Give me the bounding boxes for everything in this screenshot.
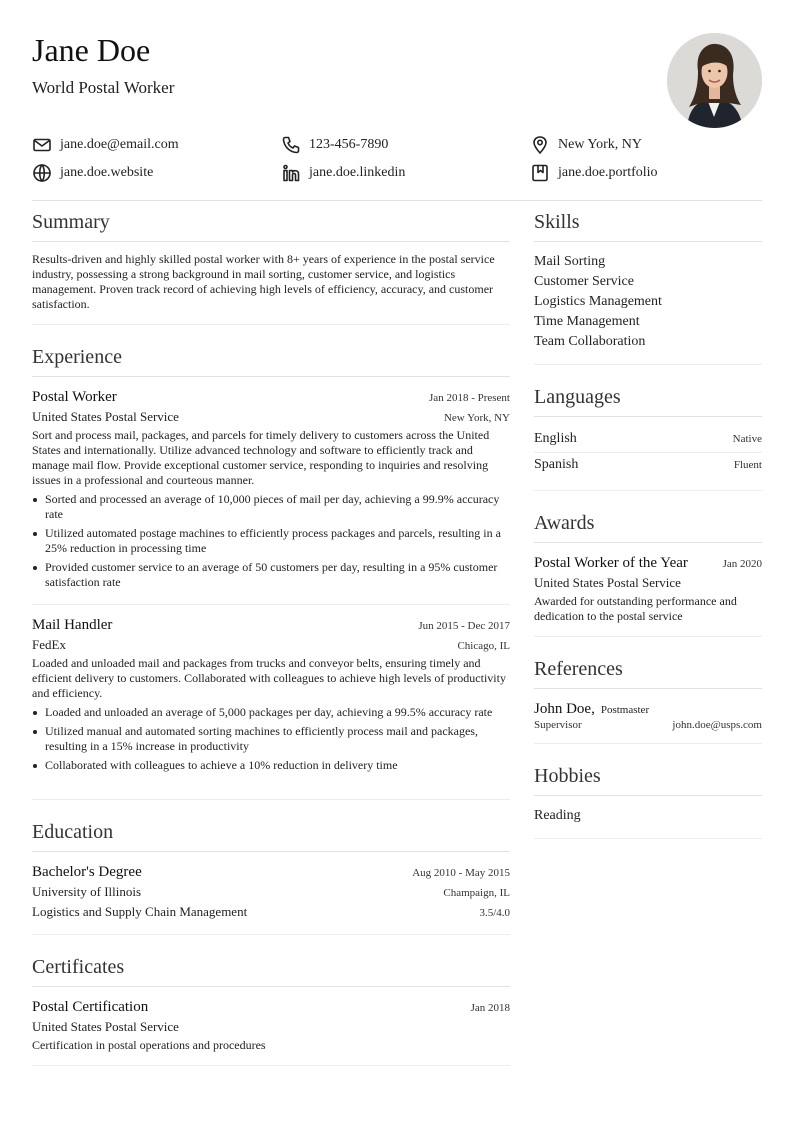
section-title-education: Education	[32, 816, 510, 852]
job-description: Loaded and unloaded mail and packages from trucks and conveyor belts, ensuring timely and efficient delivery to customers. Collaborated with colleagues to achieve high levels of productivity and efficiency.	[32, 656, 506, 700]
section-title-summary: Summary	[32, 206, 510, 242]
certificate-date: Jan 2018	[470, 1002, 510, 1014]
reference-name: John Doe,	[534, 701, 595, 717]
contact-linkedin[interactable]	[281, 161, 405, 185]
section-title-references: References	[534, 653, 762, 689]
award-date: Jan 2020	[722, 558, 762, 570]
contact-location-text: New York, NY	[558, 137, 643, 152]
achievement-item: Utilized automated postage machines to efficiently process packages and parcels, resulting in a 25% reduction in processing time	[32, 526, 510, 556]
job-description: Sort and process mail, packages, and parcels for timely delivery to customers across the United States and internationally. Utilize advanced technology and software to efficiently track and manage mail flow. Provide exceptional customer service, responding to inquiries and resolving issues in a professional and courteous manner.	[32, 428, 490, 487]
profile-photo	[667, 33, 762, 128]
experience-entry	[32, 387, 510, 604]
bookmark-icon	[530, 163, 550, 183]
achievement-item: Sorted and processed an average of 10,000 pieces of mail per day, achieving a 99.9% accuracy rate	[32, 492, 510, 522]
section-title-awards: Awards	[534, 507, 762, 543]
hobby-item: Reading	[534, 808, 581, 823]
education-section	[32, 816, 510, 935]
contact-phone[interactable]	[281, 133, 388, 157]
summary-text: Results-driven and highly skilled postal worker with 8+ years of experience in the postal service industry, possessing a strong background in mail sorting, customer service, and logistics management. Proven track record of achieving high levels of efficiency, accuracy, and customer satisfaction.	[32, 252, 495, 311]
school: University of Illinois	[32, 884, 142, 899]
job-title: Mail Handler	[32, 617, 113, 633]
achievement-item: Loaded and unloaded an average of 5,000 packages per day, achieving a 99.5% accuracy rate	[32, 705, 510, 720]
contact-website-text: jane.doe.website	[60, 165, 154, 180]
contact-portfolio[interactable]	[530, 161, 658, 185]
achievement-list	[32, 705, 510, 773]
skill-item: Customer Service	[534, 274, 634, 289]
employer: FedEx	[32, 637, 66, 652]
gpa: 3.5/4.0	[479, 907, 510, 919]
reference-relation: Supervisor	[534, 719, 582, 731]
job-location: Chicago, IL	[457, 640, 510, 652]
contact-phone-text: 123-456-7890	[309, 137, 389, 152]
section-title-certificates: Certificates	[32, 951, 510, 987]
contact-email[interactable]	[32, 133, 179, 157]
globe-icon	[32, 163, 52, 183]
achievement-item: Provided customer service to an average of 50 customers per day, resulting in a 95% customer satisfaction rate	[32, 560, 510, 590]
achievement-list	[32, 492, 510, 590]
employer: United States Postal Service	[32, 409, 179, 424]
language-item	[534, 452, 762, 478]
profile-photo-illustration	[667, 33, 762, 128]
degree: Bachelor's Degree	[32, 864, 142, 880]
experience-entry	[32, 604, 510, 787]
section-title-languages: Languages	[534, 381, 762, 417]
skill-item: Team Collaboration	[534, 334, 646, 349]
job-dates: Jun 2015 - Dec 2017	[418, 620, 510, 632]
candidate-name: Jane Doe	[32, 32, 151, 68]
reference-email[interactable]: john.doe@usps.com	[672, 719, 762, 731]
main-column	[32, 206, 510, 1082]
section-title-skills: Skills	[534, 206, 762, 242]
contact-portfolio-text: jane.doe.portfolio	[558, 165, 658, 180]
phone-icon	[281, 135, 301, 155]
contact-linkedin-text: jane.doe.linkedin	[309, 165, 406, 180]
side-column	[534, 206, 762, 855]
candidate-title: World Postal Worker	[32, 78, 175, 97]
experience-section	[32, 341, 510, 800]
language-name: Spanish	[534, 457, 579, 472]
award-description: Awarded for outstanding performance and dedication to the postal service	[534, 594, 737, 623]
section-title-hobbies: Hobbies	[534, 760, 762, 796]
awards-section	[534, 507, 762, 637]
references-section	[534, 653, 762, 744]
education-dates: Aug 2010 - May 2015	[412, 867, 510, 879]
certificates-section	[32, 951, 510, 1066]
achievement-item: Collaborated with colleagues to achieve a 10% reduction in delivery time	[32, 758, 510, 773]
achievement-item: Utilized manual and automated sorting machines to efficiently process mail and packages, resulting in a 15% increase in productivity	[32, 724, 510, 754]
contact-location	[530, 133, 642, 157]
linkedin-icon	[281, 163, 301, 183]
award-name: Postal Worker of the Year	[534, 555, 688, 571]
header-divider	[32, 200, 762, 201]
skill-item: Logistics Management	[534, 294, 662, 309]
field-of-study: Logistics and Supply Chain Management	[32, 904, 248, 919]
hobbies-section	[534, 760, 762, 839]
school-location: Champaign, IL	[443, 887, 510, 899]
mail-icon	[32, 135, 52, 155]
skills-section	[534, 206, 762, 365]
reference-role: Postmaster	[600, 704, 650, 716]
contact-email-text: jane.doe@email.com	[60, 137, 179, 152]
certificate-description: Certification in postal operations and procedures	[32, 1038, 266, 1052]
language-item	[534, 427, 762, 452]
contact-website[interactable]	[32, 161, 153, 185]
certificate-issuer: United States Postal Service	[32, 1019, 179, 1034]
language-level: Fluent	[733, 459, 762, 471]
certificate-name: Postal Certification	[32, 999, 149, 1015]
skill-item: Time Management	[534, 314, 640, 329]
summary-section	[32, 206, 510, 325]
job-location: New York, NY	[443, 412, 510, 424]
award-issuer: United States Postal Service	[534, 575, 681, 590]
languages-section	[534, 381, 762, 491]
job-title: Postal Worker	[32, 389, 117, 405]
job-dates: Jan 2018 - Present	[429, 392, 510, 404]
language-level: Native	[732, 433, 762, 445]
language-name: English	[534, 431, 577, 446]
skill-item: Mail Sorting	[534, 254, 606, 269]
section-title-experience: Experience	[32, 341, 510, 377]
resume-page	[32, 0, 762, 1123]
location-pin-icon	[530, 135, 550, 155]
